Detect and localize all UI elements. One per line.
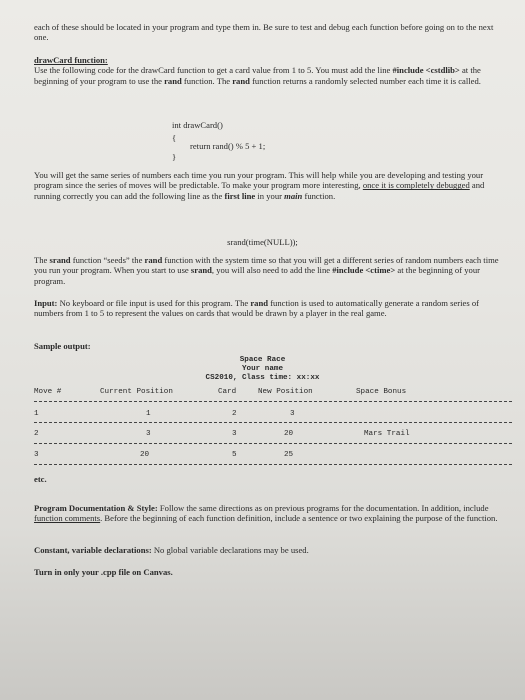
turn-in-note: Turn in only your .cpp file on Canvas.: [34, 567, 173, 577]
documentation-paragraph: Program Documentation & Style: Follow the same directions as on previous programs for the documentation. In addition, include function comments. Before the beginning of each function definition, include a sentence or two explaining the purpose of the function.: [34, 503, 498, 524]
series-paragraph: You will get the same series of numbers each time you run your program. This will help while you are developing and testing your program since the series of moves will be predictable. To make your program more interesting, once it is completely debugged and running correctly you can add the following line as the first line in your main function.: [34, 170, 485, 201]
function-comments-text: function comments: [34, 513, 101, 524]
input-paragraph: Input: No keyboard or file input is used for this program. The rand function is used to automatically generate a random series of numbers from 1 to 5 to represent the values on cards that would be drawn by a player in the real game.: [34, 298, 479, 319]
output-class-time: CS2010, Class time: xx:xx: [205, 374, 320, 382]
output-name: Your name: [241, 365, 283, 373]
table-divider: [34, 443, 512, 444]
code-line-2: {: [172, 133, 177, 143]
output-title: Space Race: [239, 356, 286, 364]
drawcard-paragraph: Use the following code for the drawCard function to get a card value from 1 to 5. You must add the line #include <cstdlib> at the beginning of your program to use the rand function. The rand function returns a randomly selected number each time it is called.: [34, 65, 481, 86]
col-new-position: New Position: [258, 388, 313, 396]
table-row: 3 20 5 25: [34, 451, 294, 459]
constants-paragraph: Constant, variable declarations: No global variable declarations may be used.: [34, 545, 309, 555]
col-move: Move #: [34, 388, 62, 396]
drawcard-heading: drawCard function:: [34, 55, 108, 65]
srand-code-line: srand(time(NULL));: [227, 237, 298, 247]
include-ctime: #include <ctime>: [332, 265, 396, 276]
table-row: 2 3 3 20 Mars Trail: [34, 430, 410, 438]
intro-paragraph: each of these should be located in your program and type them in. Be sure to test and debug each function before going on to the next one.: [34, 22, 494, 43]
col-space-bonus: Space Bonus: [356, 388, 407, 396]
table-divider: [34, 464, 512, 465]
include-cstdlib: #include <cstdlib>: [392, 65, 460, 76]
col-current-position: Current Position: [100, 388, 173, 396]
sample-output-label: Sample output:: [34, 341, 91, 351]
drawcard-section: [34, 55, 510, 86]
table-row: 1 1 2 3: [34, 410, 295, 418]
table-header-row: [34, 388, 512, 398]
etc-label: etc.: [34, 474, 47, 484]
code-line-4: }: [172, 152, 177, 162]
col-card: Card: [218, 388, 237, 396]
table-divider: [34, 422, 512, 423]
table-divider: [34, 401, 512, 402]
code-line-3: return rand() % 5 + 1;: [190, 141, 266, 151]
code-line-1: int drawCard(): [172, 120, 223, 130]
srand-paragraph: The srand function “seeds” the rand function with the system time so that you will get a different series of random numbers each time you run your program. When you start to use srand, you will also need to add the line #include <ctime> at the beginning of your program.: [34, 255, 499, 286]
